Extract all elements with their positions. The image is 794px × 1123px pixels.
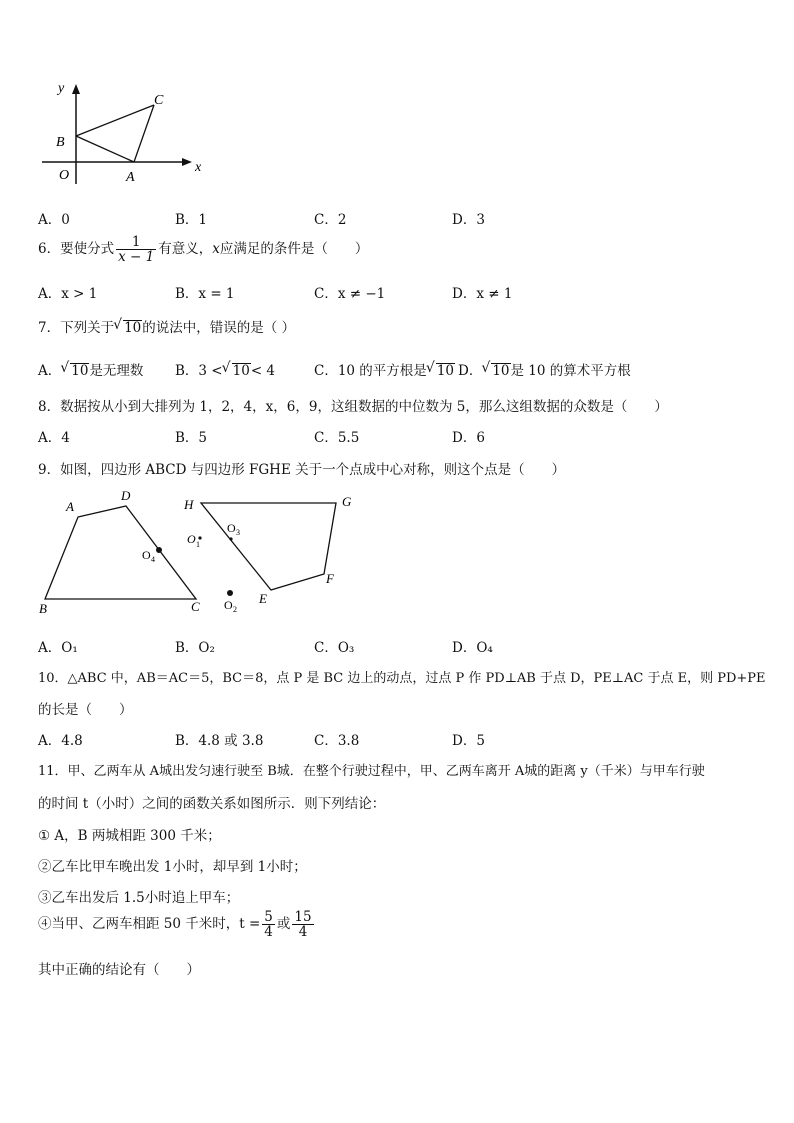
- q7-c-sqrt: √ 10: [436, 363, 455, 379]
- q11-end: 其中正确的结论有（ ）: [38, 962, 200, 978]
- label-D: D: [121, 488, 131, 503]
- label-O2: O: [224, 598, 233, 612]
- q10-option-c[interactable]: C．3.8: [314, 733, 360, 749]
- q6-stem: [38, 235, 368, 264]
- q7-suffix: 的说法中，错误的是（ ）: [142, 320, 296, 336]
- q6-option-b[interactable]: B．x = 1: [175, 286, 235, 302]
- label-C: C: [191, 599, 200, 614]
- q10-option-a[interactable]: A．4.8: [38, 733, 83, 749]
- label-y: y: [58, 81, 65, 96]
- q9-option-a[interactable]: A．O₁: [38, 640, 78, 656]
- q9-option-c[interactable]: C．O₃: [314, 640, 355, 656]
- q7-option-c[interactable]: [314, 359, 455, 379]
- q11-statement-3: ③乙车出发后 1.5小时追上甲车；: [38, 890, 240, 906]
- q10-stem-line2: 的长是（ ）: [38, 702, 133, 718]
- q7-option-d[interactable]: [458, 359, 631, 379]
- label-O3: O: [227, 521, 236, 535]
- q7-option-a[interactable]: [38, 359, 143, 379]
- label-F: F: [326, 571, 334, 586]
- q6-prefix: 6．要使分式: [38, 241, 115, 258]
- label-H: H: [184, 497, 194, 512]
- q7-stem: [38, 316, 295, 336]
- q9-option-d[interactable]: D．O₄: [452, 640, 493, 656]
- label-G: G: [342, 494, 352, 509]
- q10-option-b[interactable]: B．4.8 或 3.8: [175, 733, 264, 749]
- q11-statement-4: [38, 910, 316, 939]
- q9-option-b[interactable]: B．O₂: [175, 640, 215, 656]
- q7-sqrt: √ 10: [123, 320, 142, 336]
- label-A: A: [66, 499, 74, 514]
- figure-coordinate-triangle: [36, 76, 216, 188]
- q7-b-label: B．: [175, 363, 199, 379]
- q7-b-right: < 4: [250, 363, 276, 379]
- q5-option-b[interactable]: B．1: [175, 212, 208, 228]
- q10-stem-line1: 10．△ABC 中，AB＝AC＝5，BC＝8，点 P 是 BC 边上的动点，过点 P 作 PD⊥AB 于点 D，PE⊥AC 于点 E，则 PD+PE: [38, 671, 766, 686]
- q7-a-label: A．: [38, 363, 62, 379]
- label-B: B: [39, 601, 47, 616]
- q6-mid: 有意义，: [158, 241, 213, 258]
- label-O1: O: [187, 532, 196, 546]
- q7-prefix: 7．下列关于: [38, 320, 115, 336]
- q8-option-c[interactable]: C．5.5: [314, 430, 360, 446]
- q7-b-left: 3 <: [198, 363, 223, 379]
- label-O3-sub: 3: [236, 528, 240, 537]
- q7-d-text: 是 10 的算术平方根: [510, 363, 631, 379]
- q6-suffix: 应满足的条件是（ ）: [219, 241, 369, 258]
- q5-option-c[interactable]: C．2: [314, 212, 347, 228]
- q7-d-label: D．: [458, 363, 483, 379]
- q11-stem-line1: 11．甲、乙两车从 A城出发匀速行驶至 B城．在整个行驶过程中，甲、乙两车离开 A城的距离 y（千米）与甲车行驶: [38, 764, 705, 779]
- q11-s4-prefix: ④当甲、乙两车相距 50 千米时，t =: [38, 916, 261, 933]
- label-O2-sub: 2: [233, 605, 237, 614]
- q8-option-d[interactable]: D．6: [452, 430, 485, 446]
- label-O4: O: [142, 548, 151, 562]
- q5-option-d[interactable]: D．3: [452, 212, 485, 228]
- q5-option-a[interactable]: A．0: [38, 212, 70, 228]
- label-O4-sub: 4: [151, 555, 155, 564]
- q8-stem: 8．数据按从小到大排列为 1，2，4，x，6，9，这组数据的中位数为 5，那么这组数据的众数是（ ）: [38, 399, 668, 415]
- q7-a-sqrt: √ 10: [70, 363, 89, 379]
- q6-fraction: [116, 235, 156, 264]
- label-C: C: [154, 93, 164, 108]
- q7-option-b[interactable]: [175, 359, 275, 379]
- q7-d-sqrt: √ 10: [491, 363, 510, 379]
- q6-option-d[interactable]: D．x ≠ 1: [452, 286, 513, 302]
- q11-stem-line2: 的时间 t（小时）之间的函数关系如图所示．则下列结论：: [38, 796, 386, 812]
- q11-frac-1: [262, 910, 275, 939]
- label-O1-sub: 1: [196, 540, 200, 549]
- q11-frac-2: [292, 910, 313, 939]
- label-B: B: [56, 135, 65, 150]
- q6-frac-den: x − 1: [118, 249, 155, 266]
- label-O: O: [59, 168, 70, 183]
- q11-s4-or: 或: [276, 916, 291, 933]
- q10-option-d[interactable]: D．5: [452, 733, 485, 749]
- q7-a-text: 是无理数: [89, 363, 144, 379]
- q6-option-c[interactable]: C．x ≠ −1: [314, 286, 386, 302]
- q11-statement-2: ②乙车比甲车晚出发 1小时，却早到 1小时；: [38, 859, 307, 875]
- label-x: x: [195, 160, 202, 175]
- q8-option-a[interactable]: A．4: [38, 430, 70, 446]
- label-E: E: [259, 591, 267, 606]
- q8-option-b[interactable]: B．5: [175, 430, 208, 446]
- q6-frac-num: 1: [116, 235, 156, 250]
- q11-frac-2-den: 4: [298, 924, 308, 941]
- q11-frac-2-num: 15: [294, 909, 312, 925]
- q6-option-a[interactable]: A．x > 1: [38, 286, 98, 302]
- q7-c-text: C．10 的平方根是: [314, 363, 427, 379]
- q7-b-sqrt: √ 10: [232, 363, 251, 379]
- label-A: A: [126, 170, 135, 185]
- q11-frac-1-num: 5: [264, 909, 273, 925]
- figure-quadrilaterals: [36, 486, 366, 616]
- q6-var: x: [212, 241, 220, 258]
- q11-frac-1-den: 4: [264, 924, 273, 941]
- q9-stem: 9．如图，四边形 ABCD 与四边形 FGHE 关于一个点成中心对称，则这个点是（ ）: [38, 462, 566, 478]
- q11-statement-1: ① A，B 两城相距 300 千米；: [38, 828, 221, 844]
